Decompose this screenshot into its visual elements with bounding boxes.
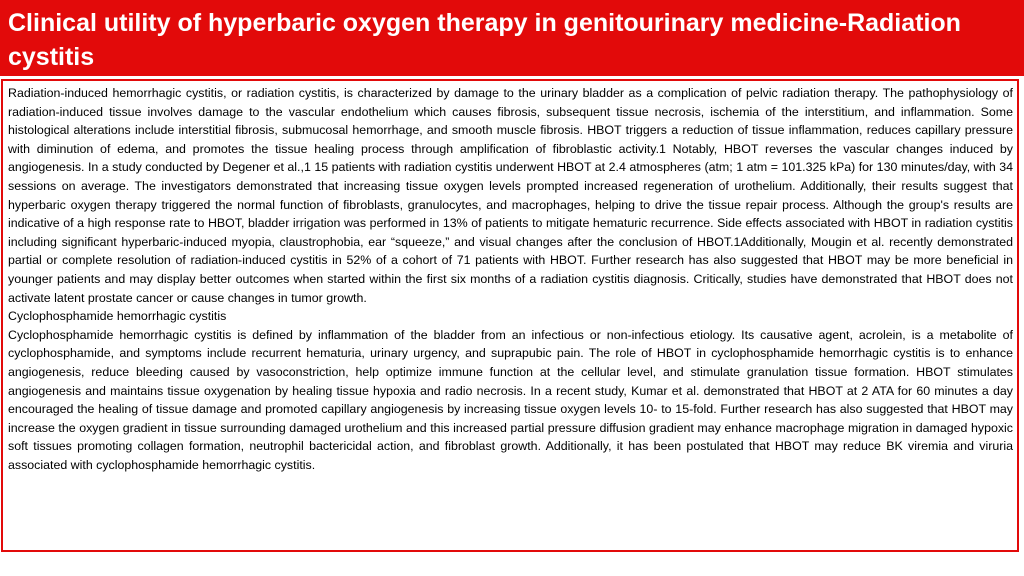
cyclophosphamide-paragraph: Cyclophosphamide hemorrhagic cystitis is defined by inflammation of the bladder from an infectious or non-infectious etiology. Its causative agent, acrolein, is a metabolite of cyclophosphamide, and symptoms include recurrent hematuria, urinary urgency, and suprapubic pain. The role of HBOT in cyclophosphamide hemorrhagic cystitis is to enhance angiogenesis, reduce bleeding caused by vasoconstriction, help optimize immune function at the cellular level, and stimulate granulation tissue formation. HBOT stimulates angiogenesis and maintains tissue oxygenation by healing tissue hypoxia and radio necrosis. In a recent study, Kumar et al. demonstrated that HBOT at 2 ATA for 60 minutes a day encouraged the healing of tissue damage and promoted capillary angiogenesis by increasing tissue oxygen levels 10- to 15-fold. Further research has also suggested that HBOT may increase the oxygen gradient in tissue surrounding damaged urothelium and this increased partial pressure diffusion gradient may enhance macrophage migration in damaged hypoxic soft tissues promoting collagen formation, neutrophil bactericidal action, and fibroblast growth. Additionally, it has been postulated that HBOT may reduce BK viremia and viruria associated with cyclophosphamide hemorrhagic cystitis.	[8, 327, 1013, 472]
content-box	[1, 79, 1019, 552]
title-bar	[0, 0, 1024, 76]
slide-title: Clinical utility of hyperbaric oxygen therapy in genitourinary medicine-Radiation cystitis	[8, 9, 961, 71]
cyclophosphamide-heading: Cyclophosphamide hemorrhagic cystitis	[8, 309, 227, 324]
radiation-cystitis-paragraph: Radiation-induced hemorrhagic cystitis, or radiation cystitis, is characterized by damage to the urinary bladder as a complication of pelvic radiation therapy. The pathophysiology of radiation-induced tissue involves damage to the vascular endothelium which causes fibrosis, subsequent tissue necrosis, ischemia of the interstitium, and inflammation. Some histological alterations include interstitial fibrosis, submucosal hemorrhage, and smooth muscle fibrosis. HBOT triggers a reduction of tissue inflammation, reduces capillary pressure with diminution of edema, and promotes the tissue healing process through amplification of fibroblastic activity.1 Notably, HBOT reverses the vascular changes induced by angiogenesis. In a study conducted by Degener et al.,1 15 patients with radiation cystitis underwent HBOT at 2.4 atmospheres (atm; 1 atm = 101.325 kPa) for 130 minutes/day, with 34 sessions on average. The investigators demonstrated that increasing tissue oxygen levels prompted increased regeneration of urothelium. Additionally, their results suggest that hyperbaric oxygen therapy triggered the normal function of fibroblasts, granulocytes, and macrophages, helping to drive the tissue repair process. Although the group's results are indicative of a high response rate to HBOT, bladder irrigation was performed in 13% of patients to mitigate hematuric recurrence. Side effects associated with HBOT in radiation cystitis including significant hyperbaric-induced myopia, claustrophobia, ear “squeeze,” and visual changes after the conclusion of HBOT.1Additionally, Mougin et al. recently demonstrated partial or complete resolution of radiation-induced cystitis in 52% of a cohort of 71 patients with HBOT. Further research has also suggested that HBOT may be more beneficial in younger patients and may display better outcomes when started within the first six months of a radiation cystitis diagnosis. Critically, studies have demonstrated that HBOT does not activate latent prostate cancer or cause changes in tumor growth.	[8, 86, 1013, 305]
